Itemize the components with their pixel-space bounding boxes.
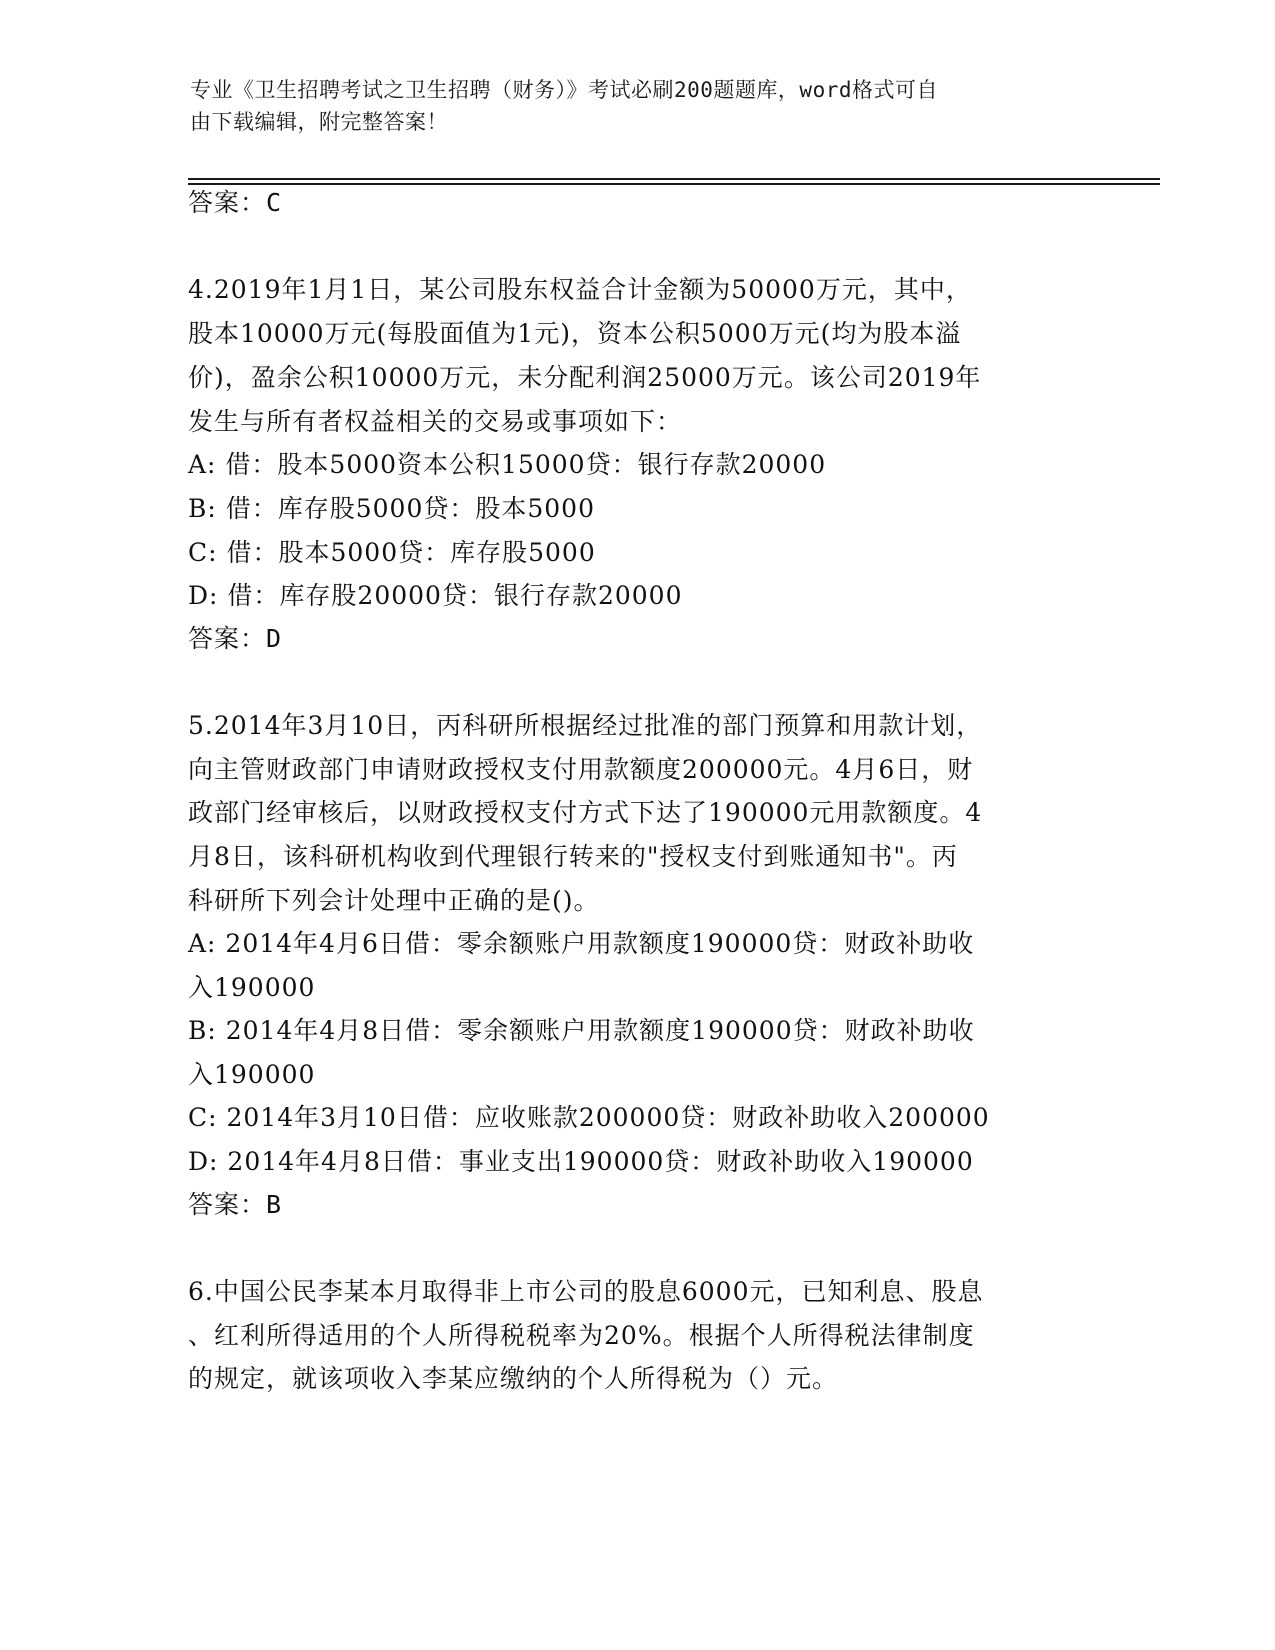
question-stem-line: 月8日，该科研机构收到代理银行转来的"授权支付到账通知书"。丙	[188, 842, 958, 871]
header-divider	[188, 178, 1160, 180]
option-a-cont: 入190000	[188, 973, 316, 1002]
question-stem-line: 的规定，就该项收入李某应缴纳的个人所得税为（）元。	[188, 1364, 839, 1393]
option-a: A: 2014年4月6日借：零余额账户用款额度190000贷：财政补助收	[188, 929, 975, 958]
question-stem-line: 4.2019年1月1日，某公司股东权益合计金额为50000万元，其中，	[188, 275, 972, 304]
question-stem-line: 股本10000万元(每股面值为1元)，资本公积5000万元(均为股本溢	[188, 319, 962, 348]
question-stem-line: 价)，盈余公积10000万元，未分配利润25000万元。该公司2019年	[188, 363, 982, 392]
header-line: 专业《卫生招聘考试之卫生招聘（财务）》考试必刷200题题库，word格式可自	[190, 78, 938, 102]
option-a: A: 借：股本5000资本公积15000贷：银行存款20000	[188, 450, 827, 479]
option-c: C: 2014年3月10日借：应收账款200000贷：财政补助收入200000	[188, 1103, 990, 1132]
answer-line: 答案：C	[188, 188, 283, 217]
option-d: D: 2014年4月8日借：事业支出190000贷：财政补助收入190000	[188, 1147, 974, 1176]
question-stem-line: 发生与所有者权益相关的交易或事项如下：	[188, 407, 683, 436]
header-line: 由下载编辑，附完整答案！	[190, 110, 448, 134]
question-stem-line: 政部门经审核后，以财政授权支付方式下达了190000元用款额度。4	[188, 798, 983, 827]
question-stem-line: 向主管财政部门申请财政授权支付用款额度200000元。4月6日，财	[188, 755, 974, 784]
question-stem-line: 5.2014年3月10日，丙科研所根据经过批准的部门预算和用款计划，	[188, 711, 983, 740]
document-header	[190, 74, 1090, 138]
option-b: B: 借：库存股5000贷：股本5000	[188, 494, 595, 523]
option-b: B: 2014年4月8日借：零余额账户用款额度190000贷：财政补助收	[188, 1016, 975, 1045]
question-stem-line: 科研所下列会计处理中正确的是()。	[188, 886, 600, 915]
option-d: D: 借：库存股20000贷：银行存款20000	[188, 581, 683, 610]
header-divider	[188, 183, 1160, 185]
question-stem-line: 6.中国公民李某本月取得非上市公司的股息6000元，已知利息、股息	[188, 1277, 984, 1306]
option-c: C: 借：股本5000贷：库存股5000	[188, 538, 596, 567]
option-b-cont: 入190000	[188, 1060, 316, 1089]
answer-line: 答案：D	[188, 624, 283, 653]
answer-line: 答案：B	[188, 1190, 283, 1219]
question-stem-line: 、红利所得适用的个人所得税税率为20%。根据个人所得税法律制度	[188, 1321, 975, 1350]
